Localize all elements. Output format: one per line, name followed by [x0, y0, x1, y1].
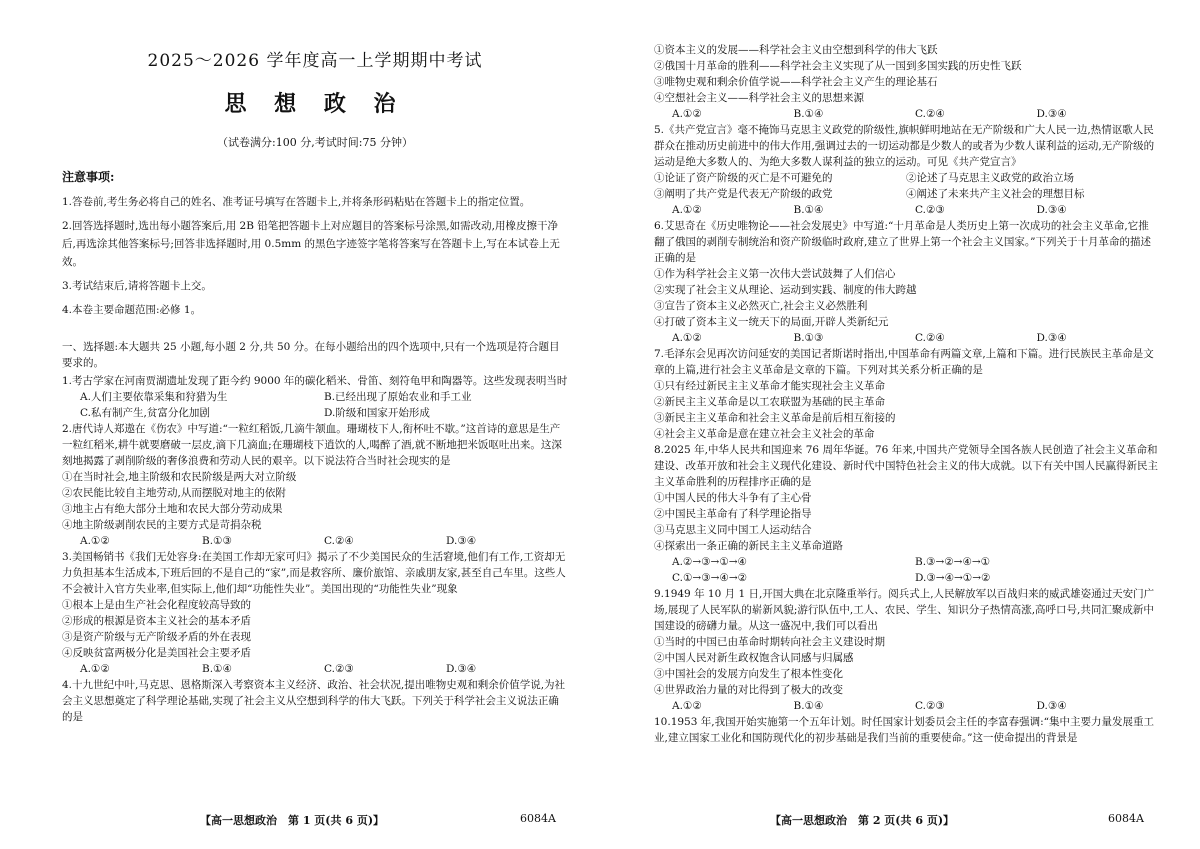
option[interactable]: C.①→③→④→② [672, 572, 748, 584]
exam-meta: （试卷满分:100 分,考试时间:75 分钟） [217, 136, 413, 149]
option[interactable]: B.①④ [793, 700, 824, 712]
question-5-stem: 5.《共产党宣言》毫不掩饰马克思主义政党的阶级性,旗帜鲜明地站在无产阶级和广大人民一边,热情讴歌人民群众在推动历史前进中的伟大作用,强调过去的一切运动都是少数人的或者为少数人谋利益的运动,无产阶级的运动是绝大多数人的、为绝大多数人谋利益的独立的运动。可见《共产党宣言》 [654, 124, 1155, 168]
option[interactable]: D.③→④→①→② [915, 572, 991, 584]
option[interactable]: C.私有制产生,贫富分化加剧 [80, 407, 210, 419]
question-6-stem: 6.艾思奇在《历史唯物论——社会发展史》中写道:“十月革命是人类历史上第一次成功的社会主义革命,它推翻了俄国的剥削专制统治和资产阶级临时政府,建立了世界上第一个社会主义国家。”下列关于十月革命的描述正确的是 [654, 220, 1151, 264]
question-9-options [654, 698, 1158, 714]
option[interactable]: C.②③ [915, 204, 945, 216]
question-6-options [654, 330, 1158, 346]
question-4-options [654, 106, 1158, 122]
statement: ③地主占有绝大部分土地和农民大部分劳动成果 [62, 503, 283, 515]
option[interactable]: A.①② [672, 204, 702, 216]
notice-item: 4.本卷主要命题范围:必修 1。 [62, 304, 202, 316]
notice-item: 2.回答选择题时,选出每小题答案后,用 2B 铅笔把答题卡上对应题目的答案标号涂黑,如需改动,用橡皮擦干净后,再选涂其他答案标号;回答非选择题时,用 0.5mm 的黑色字迹签字笔将答案写在答题卡上,写在本试卷上无效。 [62, 220, 560, 268]
option[interactable]: D.③④ [1036, 108, 1067, 120]
statement: ③马克思主义同中国工人运动结合 [654, 524, 812, 536]
option[interactable]: C.②④ [915, 332, 945, 344]
page-footer: 【高一思想政治 第 1 页(共 6 页)】 [200, 814, 385, 827]
statement: ①在当时社会,地主阶级和农民阶级是两大对立阶级 [62, 471, 297, 483]
statement: ④探索出一条正确的新民主主义革命道路 [654, 540, 843, 552]
subject-title: 思 想 政 治 [224, 91, 406, 117]
option[interactable]: B.①④ [202, 663, 232, 675]
page-footer: 【高一思想政治 第 2 页(共 6 页)】 [770, 814, 955, 827]
statement: ②中国人民对新生政权饱含认同感与归属感 [654, 652, 854, 664]
option[interactable]: D.阶级和国家开始形成 [324, 407, 430, 419]
option[interactable]: B.①④ [793, 204, 824, 216]
statement: ②中国民主革命有了科学理论指导 [654, 508, 812, 520]
statement: ②新民主主义革命是以工农联盟为基础的民主革命 [654, 396, 885, 408]
statement: ①根本上是由生产社会化程度较高导致的 [62, 599, 251, 611]
question-10-stem: 10.1953 年,我国开始实施第一个五年计划。时任国家计划委员会主任的李富春强调:“集中主要力量发展重工业,建立国家工业化和国防现代化的初步基础是我们当前的重要使命。”这一使命提出的背景是 [654, 716, 1154, 744]
question-2-options [62, 533, 568, 549]
notice-item: 3.考试结束后,请将答题卡上交。 [62, 280, 212, 292]
exam-title: 2025～2026 学年度高一上学期期中考试 [147, 51, 483, 71]
statement: ③宣告了资本主义必然灭亡,社会主义必然胜利 [654, 300, 868, 312]
notice-item: 1.答卷前,考生务必将自己的姓名、准考证号填写在答题卡上,并将条形码粘贴在答题卡上的指定位置。 [62, 196, 531, 208]
statement: ③新民主主义革命和社会主义革命是前后相互衔接的 [654, 412, 896, 424]
statement: ③是资产阶级与无产阶级矛盾的外在表现 [62, 631, 251, 643]
option[interactable]: A.①② [80, 663, 110, 675]
question-8-stem: 8.2025 年,中华人民共和国迎来 76 周年华诞。76 年来,中国共产党领导全国各族人民创造了社会主义革命和建设、改革开放和社会主义现代化建设、新时代中国特色社会主义的伟大成就。以下有关中国人民赢得新民主主义革命胜利的历程排序正确的是 [654, 444, 1158, 488]
question-3-options [62, 661, 568, 677]
option[interactable]: A.人们主要依靠采集和狩猎为生 [80, 391, 228, 403]
statement: ②俄国十月革命的胜利——科学社会主义实现了从一国到多国实践的历史性飞跃 [654, 60, 1022, 72]
statement: ③唯物史观和剩余价值学说——科学社会主义产生的理论基石 [654, 76, 938, 88]
exam-page-2 [600, 0, 1200, 849]
statement: ②农民能比较自主地劳动,从而摆脱对地主的依附 [62, 487, 286, 499]
statement: ④地主阶级剥削农民的主要方式是苛捐杂税 [62, 519, 262, 531]
option[interactable]: D.③④ [446, 535, 477, 547]
question-1-options [62, 389, 568, 421]
option[interactable]: A.①② [80, 535, 110, 547]
statement: ③阐明了共产党是代表无产阶级的政党 [654, 188, 833, 200]
question-4-stem: 4.十九世纪中叶,马克思、恩格斯深入考察资本主义经济、政治、社会状况,提出唯物史观和剩余价值学说,为社会主义思想奠定了科学理论基础,实现了社会主义从空想到科学的伟大飞跃。下列关于科学社会主义说法正确的是 [62, 679, 566, 723]
option[interactable]: A.①② [672, 700, 702, 712]
statement: ②论述了马克思主义政党的政治立场 [906, 172, 1074, 184]
statement: ①资本主义的发展——科学社会主义由空想到科学的伟大飞跃 [654, 44, 938, 56]
statement: ①当时的中国已由革命时期转向社会主义建设时期 [654, 636, 885, 648]
statement: ④世界政治力量的对比得到了极大的改变 [654, 684, 843, 696]
option[interactable]: A.①② [672, 332, 702, 344]
option[interactable]: C.②③ [915, 700, 945, 712]
notice-heading: 注意事项: [62, 170, 115, 184]
option[interactable]: D.③④ [446, 663, 477, 675]
question-5-statements [654, 170, 1158, 202]
statement: ①作为科学社会主义第一次伟大尝试鼓舞了人们信心 [654, 268, 896, 280]
statement: ②实现了社会主义从理论、运动到实践、制度的伟大跨越 [654, 284, 917, 296]
statement: ④阐述了未来共产主义社会的理想目标 [906, 188, 1085, 200]
option[interactable]: D.③④ [1036, 700, 1067, 712]
option[interactable]: B.①③ [202, 535, 232, 547]
statement: ④反映贫富两极分化是美国社会主要矛盾 [62, 647, 251, 659]
paper-code: 6084A [1108, 812, 1144, 825]
option[interactable]: B.已经出现了原始农业和手工业 [324, 391, 472, 403]
question-3-stem: 3.美国畅销书《我们无处容身:在美国工作却无家可归》揭示了不少美国民众的生活窘境,他们有工作,工资却无力负担基本生活成本,下班后回的不是自己的“家”,而是救容所、廉价旅馆、亲戚朋友家,甚至自己车里。这些人不会被计入官方失业率,但实际上,他们却“功能性失业”。美国出现的“功能性失业”现象 [62, 551, 566, 595]
option[interactable]: B.③→②→④→① [915, 556, 991, 568]
option[interactable]: B.①④ [793, 108, 824, 120]
question-8-options [654, 554, 1158, 586]
option[interactable]: D.③④ [1036, 332, 1067, 344]
statement: ④空想社会主义——科学社会主义的思想来源 [654, 92, 864, 104]
statement: ②形成的根源是资本主义社会的基本矛盾 [62, 615, 251, 627]
section-heading: 一、选择题:本大题共 25 小题,每小题 2 分,共 50 分。在每小题给出的四个选项中,只有一个选项是符合题目要求的。 [62, 341, 560, 369]
statement: ③中国社会的发展方向发生了根本性变化 [654, 668, 843, 680]
option[interactable]: B.①③ [793, 332, 824, 344]
option[interactable]: A.②→③→①→④ [672, 556, 747, 568]
option[interactable]: C.②④ [915, 108, 945, 120]
statement: ①中国人民的伟大斗争有了主心骨 [654, 492, 812, 504]
option[interactable]: D.③④ [1036, 204, 1067, 216]
question-2-stem: 2.唐代诗人郑遨在《伤农》中写道:“一粒红稻饭,几滴牛颔血。珊瑚枝下人,衔杯吐不歇。”这首诗的意思是生产一粒红稻米,耕牛就要磨破一层皮,滴下几滴血;在珊瑚枝下逍饮的人,喝醉了酒,就不断地把米饭呕吐出来。这深刻地揭露了剥削阶级的奢侈浪费和劳动人民的艰辛。以下说法符合当时社会现实的是 [62, 423, 562, 467]
option[interactable]: C.②③ [324, 663, 354, 675]
question-7-stem: 7.毛泽东会见再次访问延安的美国记者斯诺时指出,中国革命有两篇文章,上篇和下篇。进行民族民主革命是文章的上篇,进行社会主义革命是文章的下篇。下列对其关系分析正确的是 [654, 348, 1154, 376]
paper-code: 6084A [520, 812, 556, 825]
statement: ④打破了资本主义一统天下的局面,开辟人类新纪元 [654, 316, 889, 328]
question-9-stem: 9.1949 年 10 月 1 日,开国大典在北京隆重举行。阅兵式上,人民解放军以百战归来的威武雄姿通过天安门广场,展现了人民军队的崭新风貌;游行队伍中,工人、农民、学生、知识分子热情高涨,高呼口号,共同汇聚成新中国建设的磅礴力量。从这一盛况中,我们可以看出 [654, 588, 1155, 632]
statement: ④社会主义革命是意在建立社会主义社会的革命 [654, 428, 875, 440]
statement: ①论证了资产阶级的灭亡是不可避免的 [654, 172, 833, 184]
option[interactable]: C.②④ [324, 535, 354, 547]
question-5-options [654, 202, 1158, 218]
question-1-stem: 1.考古学家在河南贾湖遗址发现了距今约 9000 年的碳化稻米、骨笛、刻符龟甲和陶器等。这些发现表明当时 [62, 375, 568, 387]
option[interactable]: A.①② [672, 108, 702, 120]
statement: ①只有经过新民主主义革命才能实现社会主义革命 [654, 380, 885, 392]
